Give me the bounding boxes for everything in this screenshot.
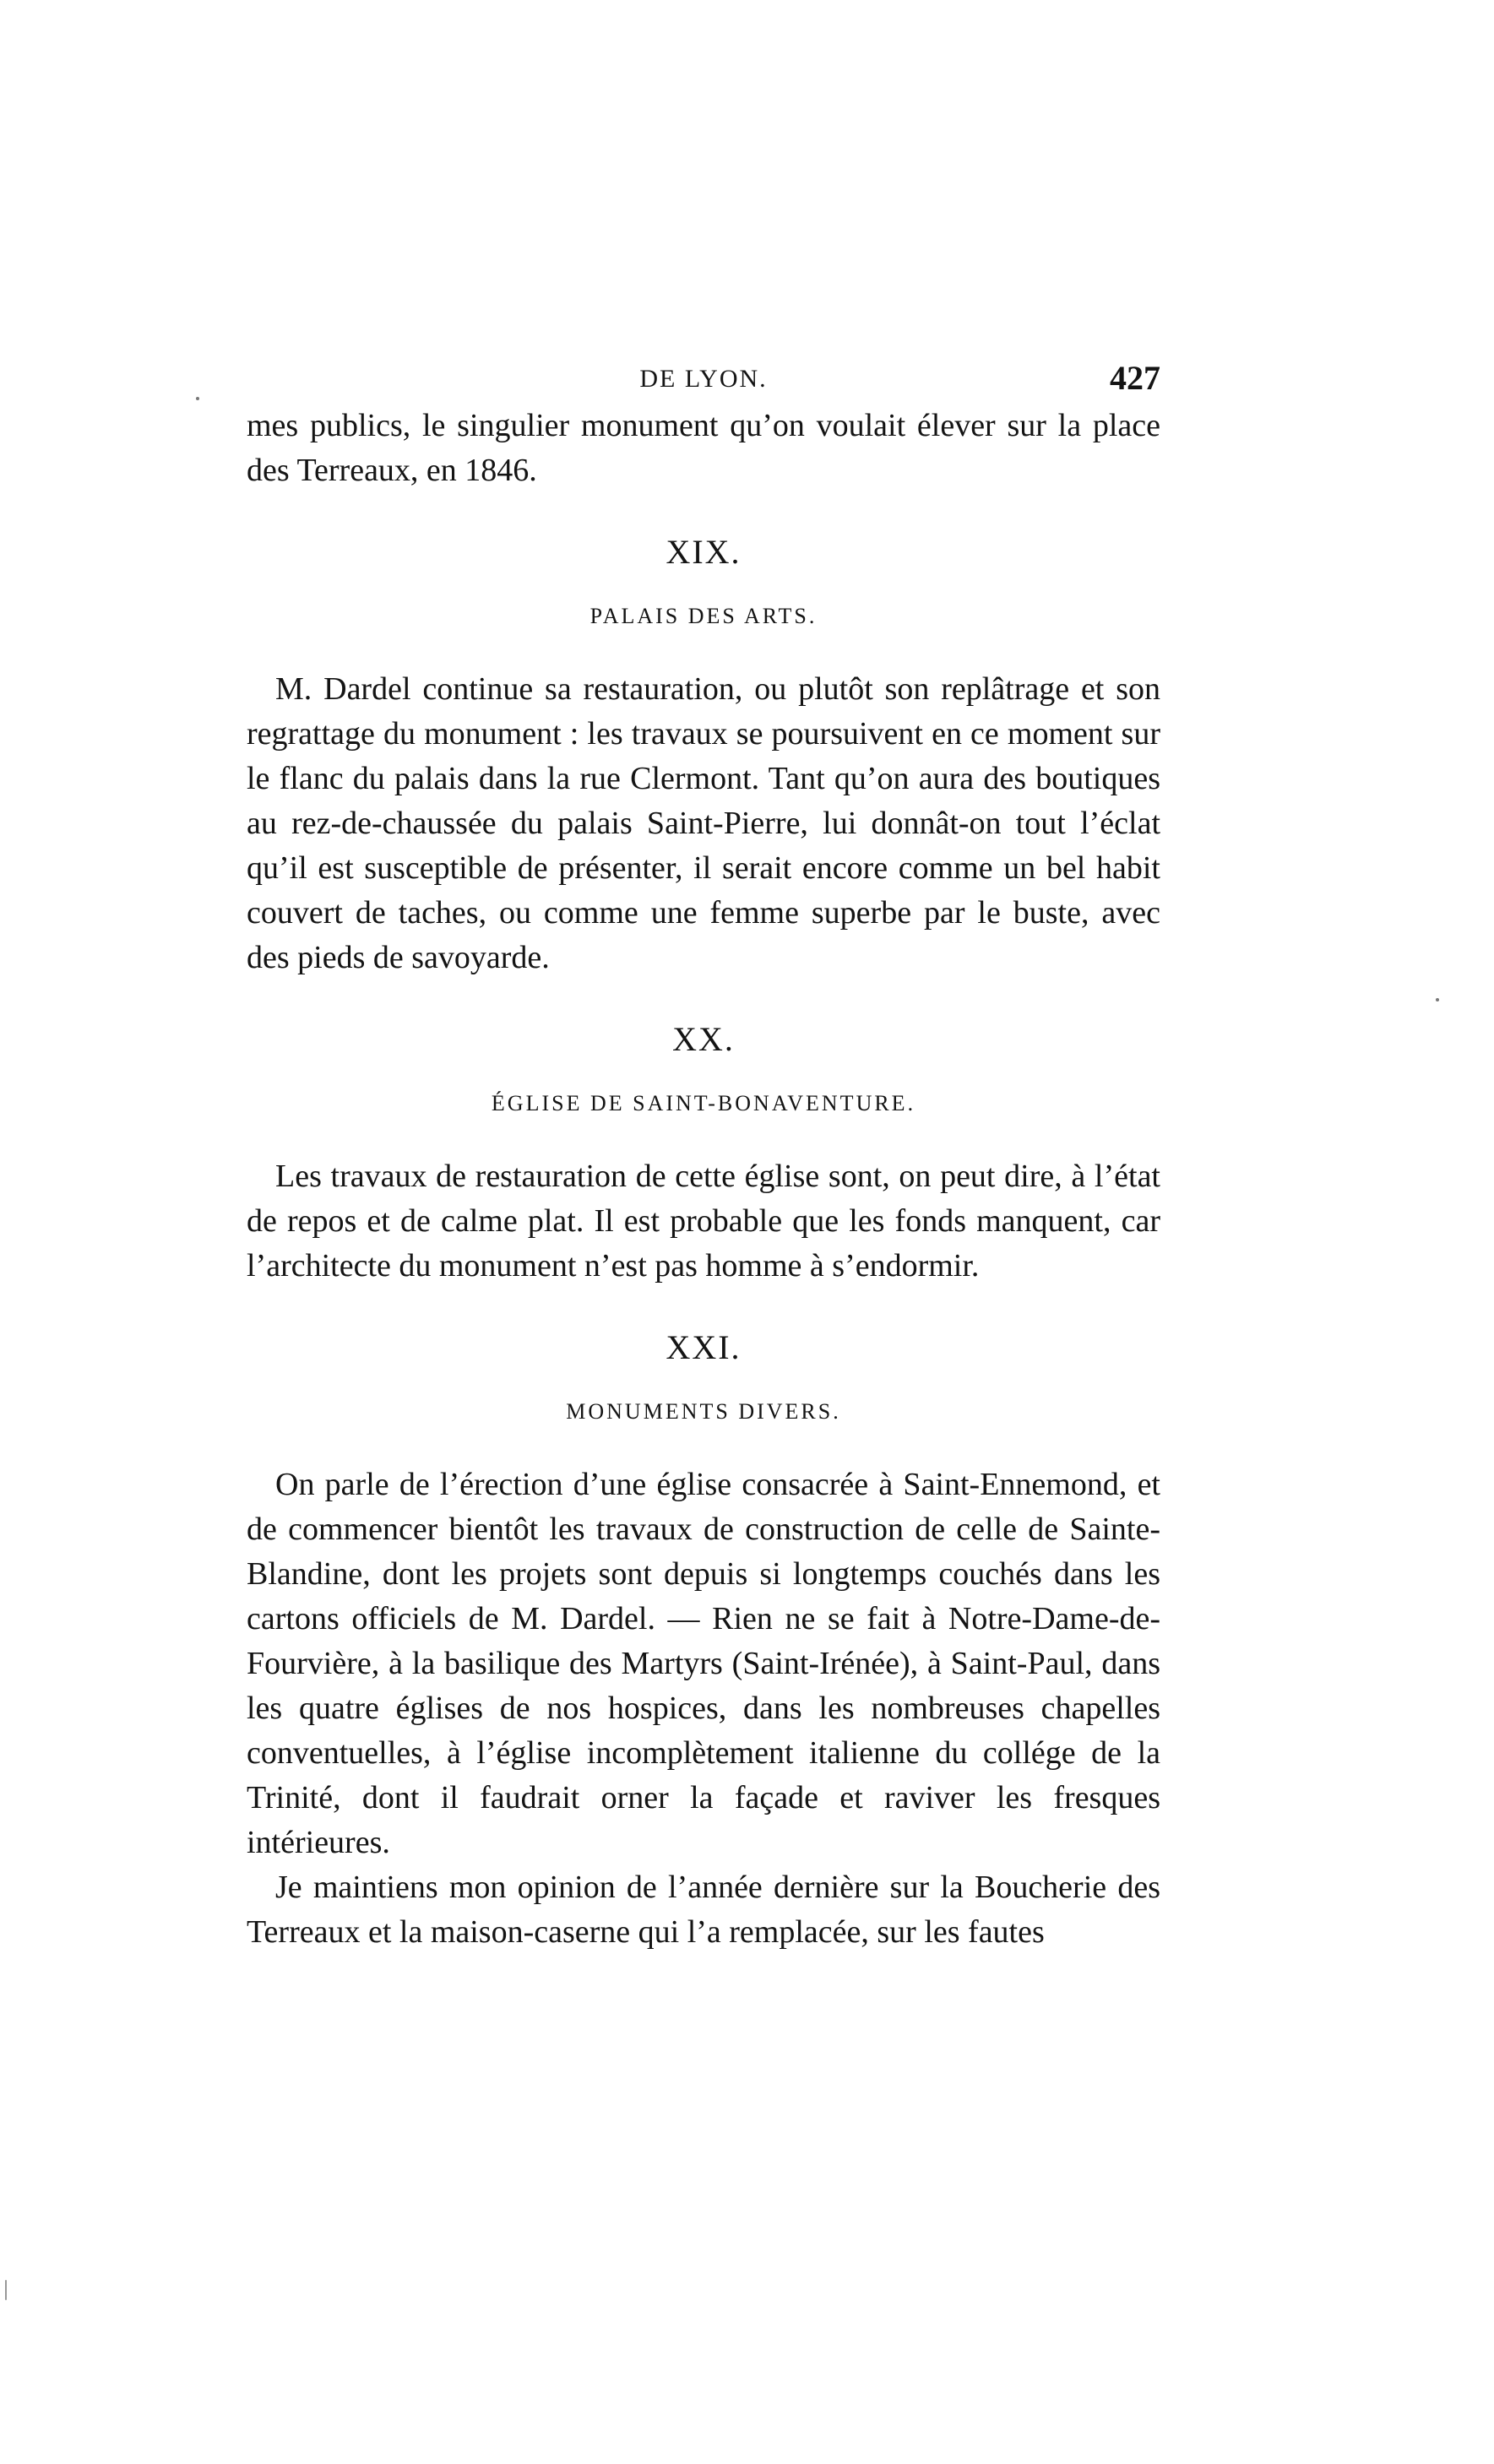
section-xix	[247, 530, 1160, 980]
paper-speck	[5, 2280, 7, 2300]
section-paragraph: M. Dardel continue sa restauration, ou plutôt son replâtrage et son regrattage du monument : les travaux se poursuivent en ce moment sur le flanc du palais dans la rue Clermont. Tant qu’on aura des boutiques au rez-de-chaussée du palais Saint-Pierre, lui donnât-on tout l’éclat qu’il est susceptible de présenter, il serait encore comme un bel habit couvert de taches, ou comme une femme superbe par le buste, avec des pieds de savoyarde.	[247, 671, 1160, 975]
paper-speck	[196, 397, 199, 400]
running-title: DE LYON.	[639, 365, 768, 393]
page-number: 427	[1110, 359, 1160, 397]
section-number: XXI.	[666, 1328, 742, 1366]
section-title: ÉGLISE DE SAINT-BONAVENTURE.	[491, 1091, 916, 1115]
section-paragraph: On parle de l’érection d’une église consacrée à Saint-Ennemond, et de commencer bientôt les travaux de construction de celle de Sainte-Blandine, dont les projets sont depuis si longtemps couchés dans les cartons officiels de M. Dardel. — Rien ne se fait à Notre-Dame-de-Fourvière, à la basilique des Martyrs (Saint-Irénée), à Saint-Paul, dans les quatre églises de nos hospices, dans les nombreuses chapelles conventuelles, à l’église incomplètement italienne du collége de la Trinité, dont il faudrait orner la façade et raviver les fresques intérieures.	[247, 1467, 1160, 1860]
paper-speck	[1436, 998, 1439, 1001]
section-number: XIX.	[666, 533, 742, 571]
section-paragraph: Les travaux de restauration de cette église sont, on peut dire, à l’état de repos et de calme plat. Il est probable que les fonds manquent, car l’architecte du monument n’est pas homme à s’endormir.	[247, 1159, 1160, 1284]
section-title: PALAIS DES ARTS.	[589, 604, 818, 628]
text-column	[247, 361, 1160, 1955]
section-xxi	[247, 1326, 1160, 1955]
section-paragraph: Je maintiens mon opinion de l’année dernière sur la Boucherie des Terreaux et la maison-caserne qui l’a remplacée, sur les fautes	[247, 1870, 1160, 1950]
section-number: XX.	[672, 1020, 735, 1058]
intro-paragraph: mes publics, le singulier monument qu’on voulait élever sur la place des Terreaux, en 1846.	[247, 408, 1160, 488]
section-xx	[247, 1018, 1160, 1289]
section-title: MONUMENTS DIVERS.	[566, 1399, 841, 1424]
running-header	[247, 361, 1160, 395]
